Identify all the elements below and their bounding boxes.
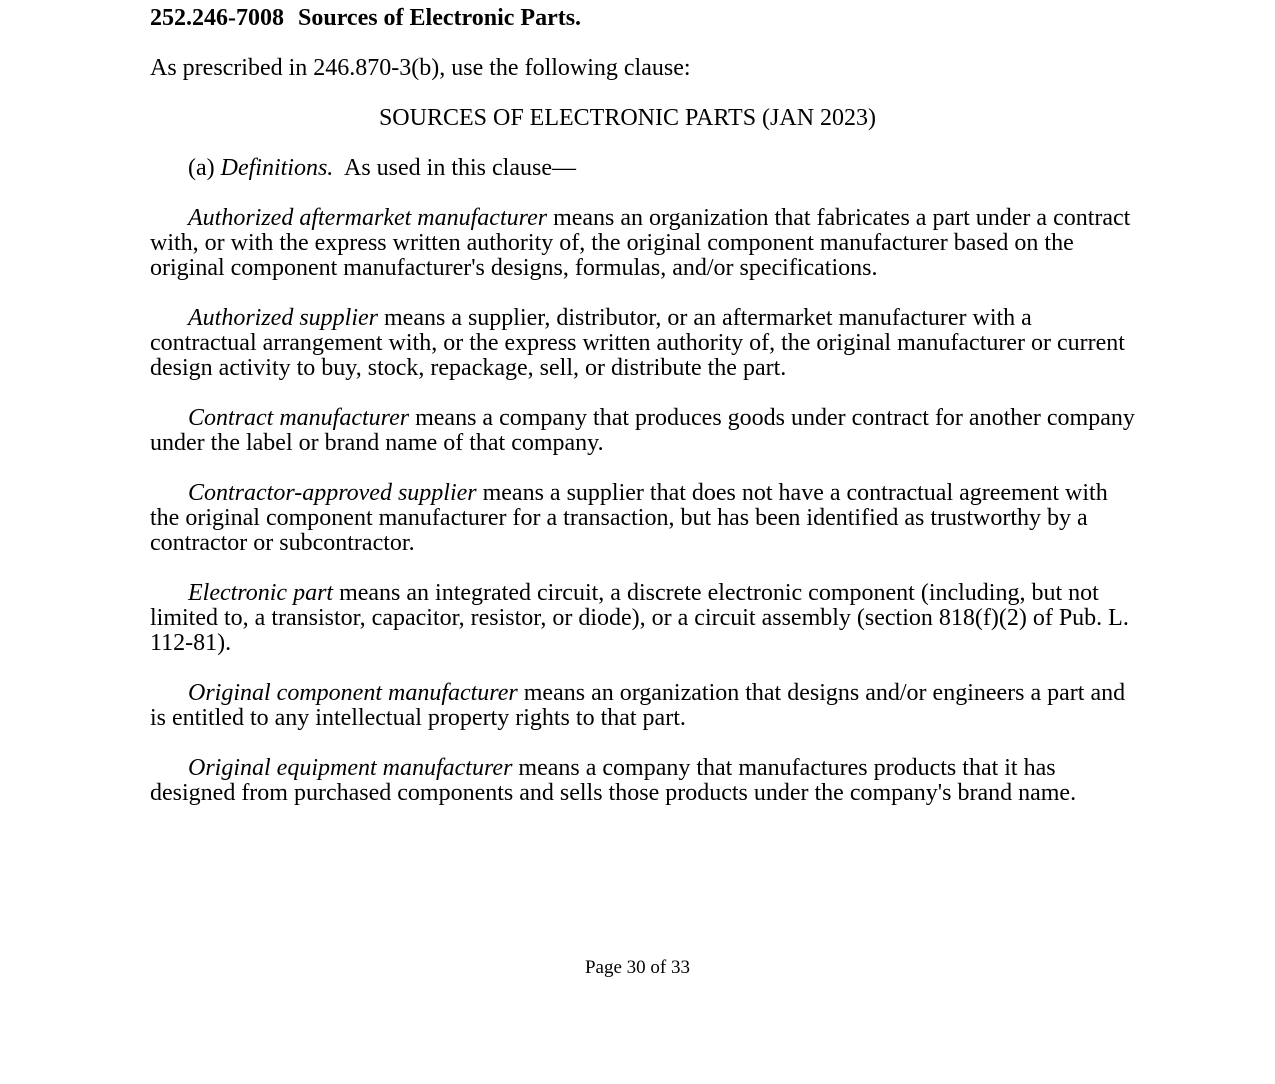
definition-term: Electronic part (188, 580, 334, 606)
definitions-intro-text: As used in this clause— (344, 155, 576, 181)
paragraph-label: (a) (188, 155, 215, 181)
definition-electronic-part (150, 581, 1135, 656)
definitions-intro (150, 156, 1135, 181)
section-title: Sources of Electronic Parts. (298, 5, 582, 31)
definition-original-equipment-manufacturer (150, 756, 1135, 806)
document-page (150, 6, 1135, 831)
definition-term: Original component manufacturer (188, 680, 518, 706)
definition-contractor-approved-supplier (150, 481, 1135, 556)
definition-term: Contract manufacturer (188, 405, 410, 431)
page-number: Page 30 of 33 (584, 957, 690, 978)
definition-term: Authorized supplier (188, 305, 378, 331)
definition-text: means an organization that fabricates a part under a contract with, or with the express written authority of, the original component manufacturer based on the original component manufacturer's designs, formulas, and/or specifications. (150, 205, 1131, 281)
definition-authorized-aftermarket-manufacturer (150, 206, 1135, 281)
definition-authorized-supplier (150, 306, 1135, 381)
definition-text: means a supplier, distributor, or an aftermarket manufacturer with a contractual arrangement with, or the express written authority of, the original manufacturer or current design activity to buy, stock, repackage, sell, or distribute the part. (150, 305, 1125, 381)
definitions-heading: Definitions. (220, 155, 334, 181)
definition-term: Original equipment manufacturer (188, 755, 513, 781)
definition-original-component-manufacturer (150, 681, 1135, 731)
clause-title: SOURCES OF ELECTRONIC PARTS (JAN 2023) (378, 105, 877, 131)
section-number: 252.246-7008 (150, 5, 284, 31)
definition-text: means a company that produces goods under contract for another company under the label or brand name of that company. (150, 405, 1135, 456)
definition-contract-manufacturer (150, 406, 1135, 456)
prescription-text: As prescribed in 246.870-3(b), use the following clause: (150, 55, 691, 81)
definition-text: means a company that manufactures products that it has designed from purchased components and sells those products under the company's brand name. (150, 755, 1077, 806)
definition-text: means an integrated circuit, a discrete electronic component (including, but not limited to, a transistor, capacitor, resistor, or diode), or a circuit assembly (section 818(f)(2) of Pub. L. 112-81). (150, 580, 1129, 656)
section-heading (150, 6, 1135, 31)
definition-text: means an organization that designs and/or engineers a part and is entitled to any intellectual property rights to that part. (150, 680, 1126, 731)
definition-text: means a supplier that does not have a contractual agreement with the original component manufacturer for a transaction, but has been identified as trustworthy by a contractor or subcontractor. (150, 480, 1108, 556)
definition-term: Authorized aftermarket manufacturer (188, 205, 548, 231)
definition-term: Contractor-approved supplier (188, 480, 477, 506)
